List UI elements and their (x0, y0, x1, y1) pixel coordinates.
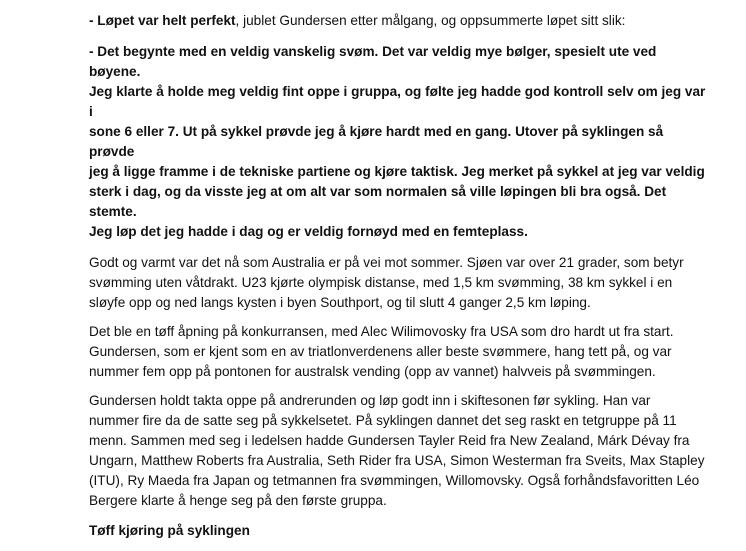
body-line: menn. Sammen med seg i ledelsen hadde Gundersen Tayler Reid fra New Zealand, Márk Dévay fra (89, 433, 690, 448)
quote-paragraph (89, 42, 709, 242)
body-line: (ITU), Ry Maeda fra Japan og tetmannen fra svømmingen, Willomovsky. Også forhåndsfavoritten Léo (89, 473, 700, 488)
quote-line: Jeg klarte å holde meg veldig fint oppe i gruppa, og følte jeg hadde god kontroll selv om jeg var i (89, 84, 706, 119)
quote-intro-paragraph (89, 11, 709, 31)
quote-line: sone 6 eller 7. Ut på sykkel prøvde jeg å kjøre hardt med en gang. Utover på syklingen så prøvde (89, 124, 664, 159)
section-subheading: Tøff kjøring på syklingen (89, 523, 250, 538)
document-body (89, 11, 709, 551)
body-line: Bergere klarte å henge seg på den første gruppa. (89, 493, 387, 508)
weather-paragraph (89, 253, 709, 313)
quote-intro-bold: - Løpet var helt perfekt (89, 13, 236, 28)
swim-paragraph (89, 322, 709, 382)
body-line: nummer fire da de satte seg på sykkelsetet. På syklingen dannet det seg raskt en tetgruppe på 11 (89, 413, 677, 428)
body-line: nummer fem opp på pontonen for australsk vending (opp av vannet) halvveis på svømmingen. (89, 364, 656, 379)
body-line: svømming uten våtdrakt. U23 kjørte olympisk distanse, med 1,5 km svømming, 38 km sykkel i en (89, 275, 673, 290)
body-line: Gundersen holdt takta oppe på andrerunden og løp godt inn i skiftesonen før sykling. Han var (89, 393, 651, 408)
quote-line: sterk i dag, og da visste jeg at om alt var som normalen så ville løpingen bli bra også. Det stemte. (89, 184, 667, 219)
body-line: Det ble en tøff åpning på konkurransen, med Alec Wilimovosky fra USA som dro hardt ut fra start. (89, 324, 674, 339)
quote-intro-rest: , jublet Gundersen etter målgang, og oppsummerte løpet sitt slik: (235, 13, 626, 28)
body-line: sløyfe opp og ned langs kysten i byen Southport, og til slutt 4 ganger 2,5 km løping. (89, 295, 591, 310)
body-line: Ungarn, Matthew Roberts fra Australia, Seth Rider fra USA, Simon Westerman fra Sveits, Max Stapley (89, 453, 705, 468)
body-line: Godt og varmt var det nå som Australia er på vei mot sommer. Sjøen var over 21 grader, som betyr (89, 255, 684, 270)
body-line: Gundersen, som er kjent som en av triatlonverdenens aller beste svømmere, hang tett på, og var (89, 344, 672, 359)
quote-line: - Det begynte med en veldig vanskelig svøm. Det var veldig mye bølger, spesielt ute ved bøyene. (89, 44, 657, 79)
quote-line: jeg å ligge framme i de tekniske partiene og kjøre taktisk. Jeg merket på sykkel at jeg var veldig (89, 164, 705, 179)
quote-line: Jeg løp det jeg hadde i dag og er veldig fornøyd med en femteplass. (89, 224, 528, 239)
bike-group-paragraph (89, 391, 709, 511)
